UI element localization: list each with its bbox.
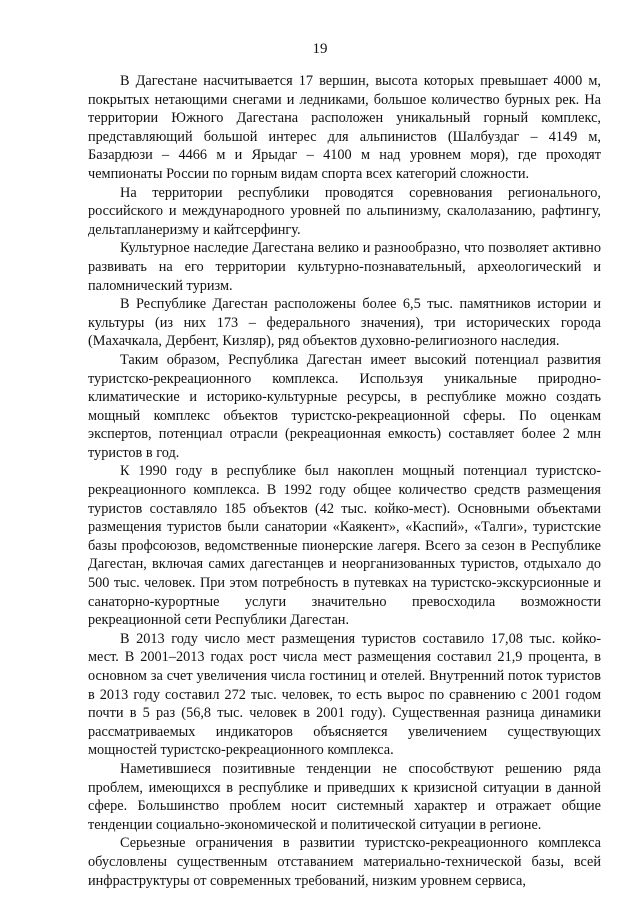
body-text (88, 72, 601, 890)
paragraph-mountains: В Дагестане насчитывается 17 вершин, высота которых превышает 4000 м, покрытых нетающими снегами и ледниками, большое количество бурных рек. На территории Южного Дагестана расположен уникальный горный комплекс, представляющий большой интерес для альпинистов (Шалбуздаг – 4149 м, Базардюзи – 4466 м и Ярыдаг – 4100 м над уровнем моря), где проходят чемпионаты России по горным видам спорта всех категорий сложности. (88, 73, 601, 182)
page-number: 19 (312, 41, 328, 57)
paragraph-1990: К 1990 году в республике был накоплен мощный потенциал туристско-рекреационного комплекса. В 1992 году общее количество средств размещения туристов составляло 185 объектов (42 тыс. койко-мест). Основными объектами размещения туристов были санатории «Каякент», «Каспий», «Талги», туристские базы профсоюзов, ведомственные пионерские лагеря. Всего за сезон в Республике Дагестан, включая самих дагестанцев и неорганизованных туристов, отдыхало до 500 тыс. человек. При этом потребность в путевках на туристско-экскурсионные и санаторно-курортные услуги значительно превосходила возможности рекреационной сети Республики Дагестан. (88, 463, 601, 629)
paragraph-trends: Наметившиеся позитивные тенденции не способствуют решению ряда проблем, имеющихся в республике и приведших к кризисной ситуации в данной сфере. Большинство проблем носит системный характер и отражает общие тенденции социально-экономической и политической ситуации в регионе. (88, 760, 601, 833)
paragraph-competitions: На территории республики проводятся соревнования регионального, российского и международного уровней по альпинизму, скалолазанию, рафтингу, дельтапланеризму и кайтсерфингу. (88, 184, 601, 238)
paragraph-cultural-heritage: Культурное наследие Дагестана велико и разнообразно, что позволяет активно развивать на его территории культурно-познавательный, археологический и паломнический туризм. (88, 240, 601, 294)
paragraph-2013: В 2013 году число мест размещения туристов составило 17,08 тыс. койко-мест. В 2001–2013 годах рост числа мест размещения составил 21,9 процента, в основном за счет увеличения числа гостиниц и отелей. Внутренний поток туристов в 2013 году составил 272 тыс. человек, то есть вырос по сравнению с 2001 годом почти в 5 раз (56,8 тыс. человек в 2001 году). Существенная разница динамики рассматриваемых индикаторов объясняется увеличением существующих мощностей туристско-рекреационного комплекса. (88, 630, 601, 759)
paragraph-potential: Таким образом, Республика Дагестан имеет высокий потенциал развития туристско-рекреационного комплекса. Используя уникальные природно-климатические и историко-культурные ресурсы, в республике можно создать мощный комплекс объектов туристско-рекреационной сферы. По оценкам экспертов, потенциал отрасли (рекреационная емкость) составляет более 2 млн туристов в год. (88, 351, 601, 461)
paragraph-constraints: Серьезные ограничения в развитии туристско-рекреационного комплекса обусловлены существенным отставанием материально-технической базы, всей инфраструктуры от современных требований, низким уровнем сервиса, (88, 835, 601, 889)
paragraph-monuments: В Республике Дагестан расположены более 6,5 тыс. памятников истории и культуры (из них 173 – федерального значения), три исторических города (Махачкала, Дербент, Кизляр), ряд объектов духовно-религиозного наследия. (88, 296, 601, 350)
